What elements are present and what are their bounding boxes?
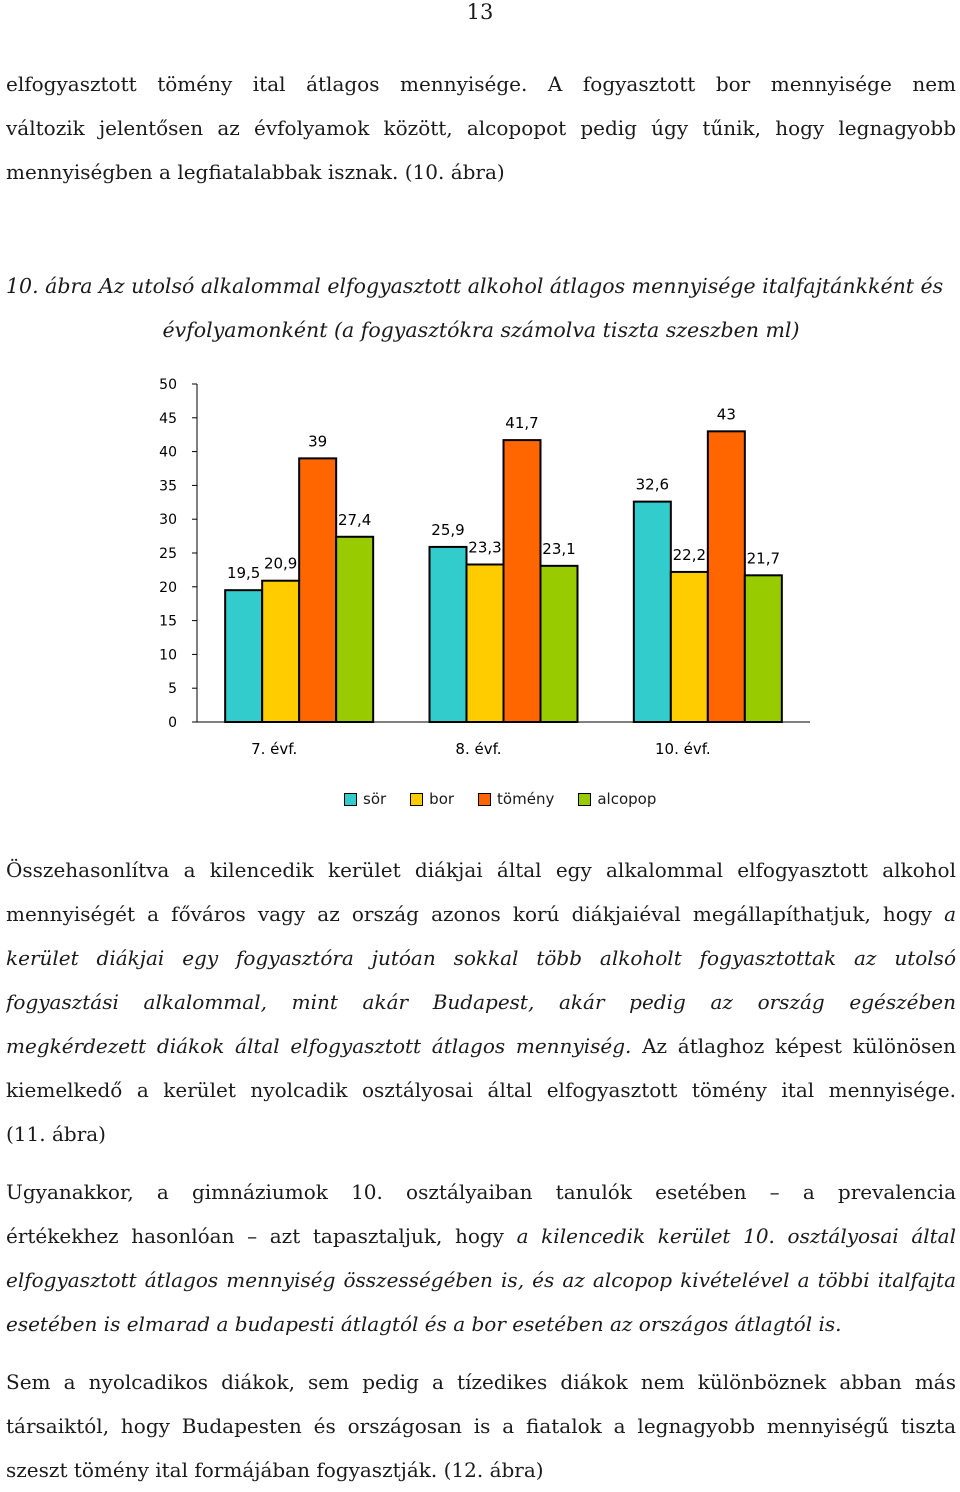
legend-label: sör (363, 790, 387, 808)
text-line: esetében is elmarad a budapesti átlagtól és a bor esetében az országos átlagtól is. (6, 1312, 842, 1336)
legend-label: bor (429, 790, 455, 808)
figure-caption (6, 264, 956, 352)
intro-paragraph (6, 62, 956, 194)
text-line: (11. ábra) (6, 1122, 106, 1146)
data-label: 19,5 (226, 564, 261, 583)
bar-bor (262, 581, 299, 722)
legend-swatch (478, 793, 491, 806)
page-number: 13 (466, 0, 494, 24)
bar-chart (140, 370, 820, 770)
data-label: 41,7 (505, 414, 539, 433)
caption-line-1: 10. ábra Az utolsó alkalommal elfogyasztott alkohol átlagos mennyisége italfajtánkként és (6, 274, 944, 298)
data-label: 32,6 (635, 475, 670, 494)
y-tick-label: 40 (159, 444, 177, 461)
data-label: 21,7 (746, 549, 781, 568)
legend-label: alcopop (597, 790, 657, 808)
chart-legend (344, 787, 680, 811)
y-tick-label: 10 (159, 647, 177, 664)
text-line: elfogyasztott átlagos mennyiség összességében is, és az alcopop kivételével a többi italfajta (6, 1268, 956, 1292)
y-tick-label: 20 (159, 579, 177, 596)
text-line: elfogyasztott tömény ital átlagos mennyisége. A fogyasztott bor mennyisége nem (6, 72, 956, 96)
bar-bor (671, 572, 708, 722)
data-label: 23,3 (468, 538, 502, 557)
y-tick-label: 15 (159, 613, 177, 630)
legend-item-bor (410, 790, 454, 808)
data-label: 22,2 (672, 545, 707, 564)
y-tick-label: 5 (168, 681, 177, 698)
text-line: megkérdezett diákok által elfogyasztott átlagos mennyiség. Az átlaghoz képest különösen (6, 1034, 956, 1058)
legend-swatch (344, 793, 357, 806)
category-label: 8. évf. (455, 740, 502, 758)
text-line: változik jelentősen az évfolyamok között, alcopopot pedig úgy tűnik, hogy legnagyobb (6, 116, 956, 140)
bar-sör (225, 590, 262, 722)
data-label: 27,4 (337, 510, 372, 529)
data-label: 43 (716, 405, 736, 424)
text-line: mennyiségben a legfiatalabbak isznak. (10. ábra) (6, 160, 505, 184)
text-line: Összehasonlítva a kilencedik kerület diákjai által egy alkalommal elfogyasztott alkohol (6, 858, 956, 882)
bar-tömény (299, 458, 336, 722)
y-tick-label: 25 (159, 546, 177, 562)
bar-bor (467, 564, 504, 722)
paragraph-gymnasium (6, 1170, 956, 1346)
text-line: kerület diákjai egy fogyasztóra jutóan sokkal több alkoholt fogyasztottak az utolsó (6, 946, 956, 970)
data-label: 39 (308, 432, 328, 451)
paragraph-grades (6, 1360, 956, 1492)
y-tick-label: 45 (159, 410, 177, 427)
category-label: 7. évf. (251, 740, 298, 758)
legend-item-sor (344, 790, 386, 808)
text-line: szeszt tömény ital formájában fogyasztják. (12. ábra) (6, 1458, 544, 1482)
data-label: 23,1 (542, 539, 576, 558)
bar-alcopop (745, 575, 782, 722)
bar-alcopop (541, 566, 578, 722)
category-label: 10. évf. (654, 740, 711, 758)
bar-tömény (504, 440, 541, 722)
text-line: fogyasztási alkalommal, mint akár Budapest, akár pedig az ország egészében (6, 990, 956, 1014)
bar-sör (634, 502, 671, 722)
text-line: Ugyanakkor, a gimnáziumok 10. osztályaiban tanulók esetében – a prevalencia (6, 1180, 956, 1204)
legend-item-alcopop (578, 790, 656, 808)
text-line: kiemelkedő a kerület nyolcadik osztályosai által elfogyasztott tömény ital mennyisége. (6, 1078, 956, 1102)
bar-alcopop (336, 537, 373, 722)
bar-tömény (708, 431, 745, 722)
legend-swatch (578, 793, 591, 806)
y-tick-label: 0 (168, 715, 177, 731)
data-label: 25,9 (431, 520, 465, 539)
text-line: Sem a nyolcadikos diákok, sem pedig a tízedikes diákok nem különböznek abban más (6, 1370, 956, 1394)
y-tick-label: 30 (159, 512, 177, 529)
bar-sör (430, 547, 467, 722)
y-tick-label: 50 (159, 377, 177, 393)
legend-label: tömény (497, 790, 555, 808)
paragraph-comparison (6, 848, 956, 1156)
text-line: mennyiségét a főváros vagy az ország azonos korú diákjaiéval megállapíthatjuk, hogy a (6, 902, 956, 926)
text-line: értékekhez hasonlóan – azt tapasztaljuk, hogy a kilencedik kerület 10. osztályosai által (6, 1224, 956, 1248)
legend-item-tomeny (478, 790, 554, 808)
legend-swatch (410, 793, 423, 806)
text-line: társaiktól, hogy Budapesten és országosan is a fiatalok a legnagyobb mennyiségű tiszta (6, 1414, 956, 1438)
data-label: 20,9 (263, 554, 298, 573)
y-tick-label: 35 (159, 478, 177, 495)
caption-line-2: évfolyamonként (a fogyasztókra számolva tiszta szeszben ml) (162, 318, 800, 342)
